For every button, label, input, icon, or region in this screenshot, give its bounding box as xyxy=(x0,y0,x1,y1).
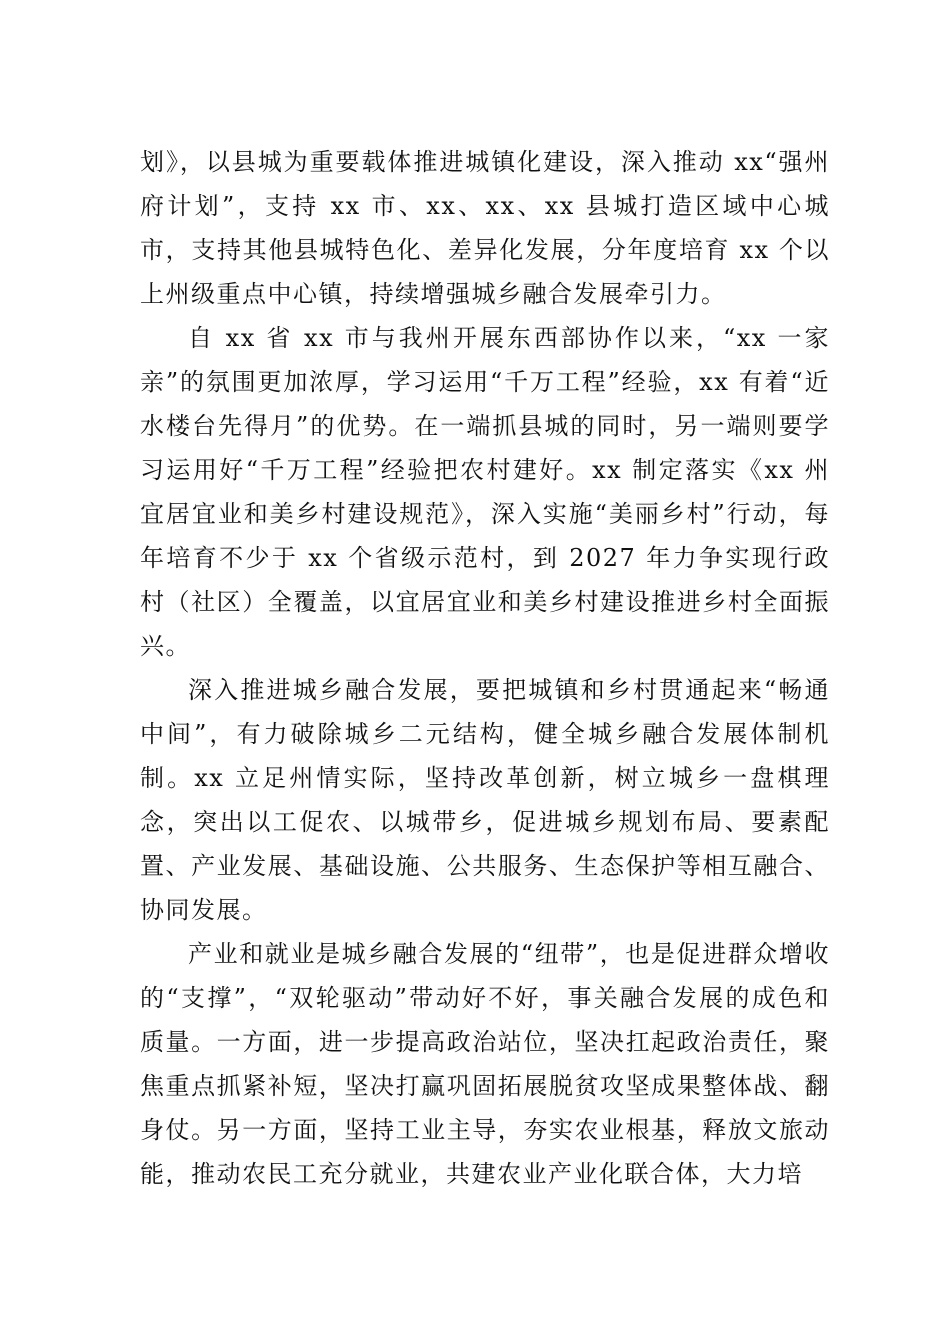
paragraph-urban-rural-integration: 深入推进城乡融合发展，要把城镇和乡村贯通起来“畅通中间”，有力破除城乡二元结构，健全城乡融合发展体制机制。xx 立足州情实际，坚持改革创新，树立城乡一盘棋理念，突出以工促农、以城带乡，促进城乡规划布局、要素配置、产业发展、基础设施、公共服务、生态保护等相互融合、协同发展。 xyxy=(140,676,830,924)
paragraph-east-west-cooperation: 自 xx 省 xx 市与我州开展东西部协作以来，“xx 一家亲”的氛围更加浓厚，学习运用“千万工程”经验，xx 有着“近水楼台先得月”的优势。在一端抓县城的同时，另一端则要学习运用好“千万工程”经验把农村建好。xx 制定落实《xx 州宜居宜业和美乡村建设规范》，深入实施“美丽乡村”行动，每年培育不少于 xx 个省级示范村，到 2027 年力争实现行政村（社区）全覆盖，以宜居宜业和美乡村建设推进乡村全面振兴。 xyxy=(140,324,830,660)
paragraph-continued: 划》，以县城为重要载体推进城镇化建设，深入推动 xx“强州府计划”，支持 xx 市、xx、xx、xx 县城打造区域中心城市，支持其他县城特色化、差异化发展，分年度培育 xx 个以上州级重点中心镇，持续增强城乡融合发展牵引力。 xyxy=(140,148,830,308)
document-body xyxy=(140,140,830,1196)
paragraph-industry-employment: 产业和就业是城乡融合发展的“纽带”，也是促进群众增收的“支撑”，“双轮驱动”带动好不好，事关融合发展的成色和质量。一方面，进一步提高政治站位，坚决扛起政治责任，聚焦重点抓紧补短，坚决打赢巩固拓展脱贫攻坚成果整体战、翻身仗。另一方面，坚持工业主导，夯实农业根基，释放文旅动能，推动农民工充分就业，共建农业产业化联合体，大力培 xyxy=(140,940,830,1188)
